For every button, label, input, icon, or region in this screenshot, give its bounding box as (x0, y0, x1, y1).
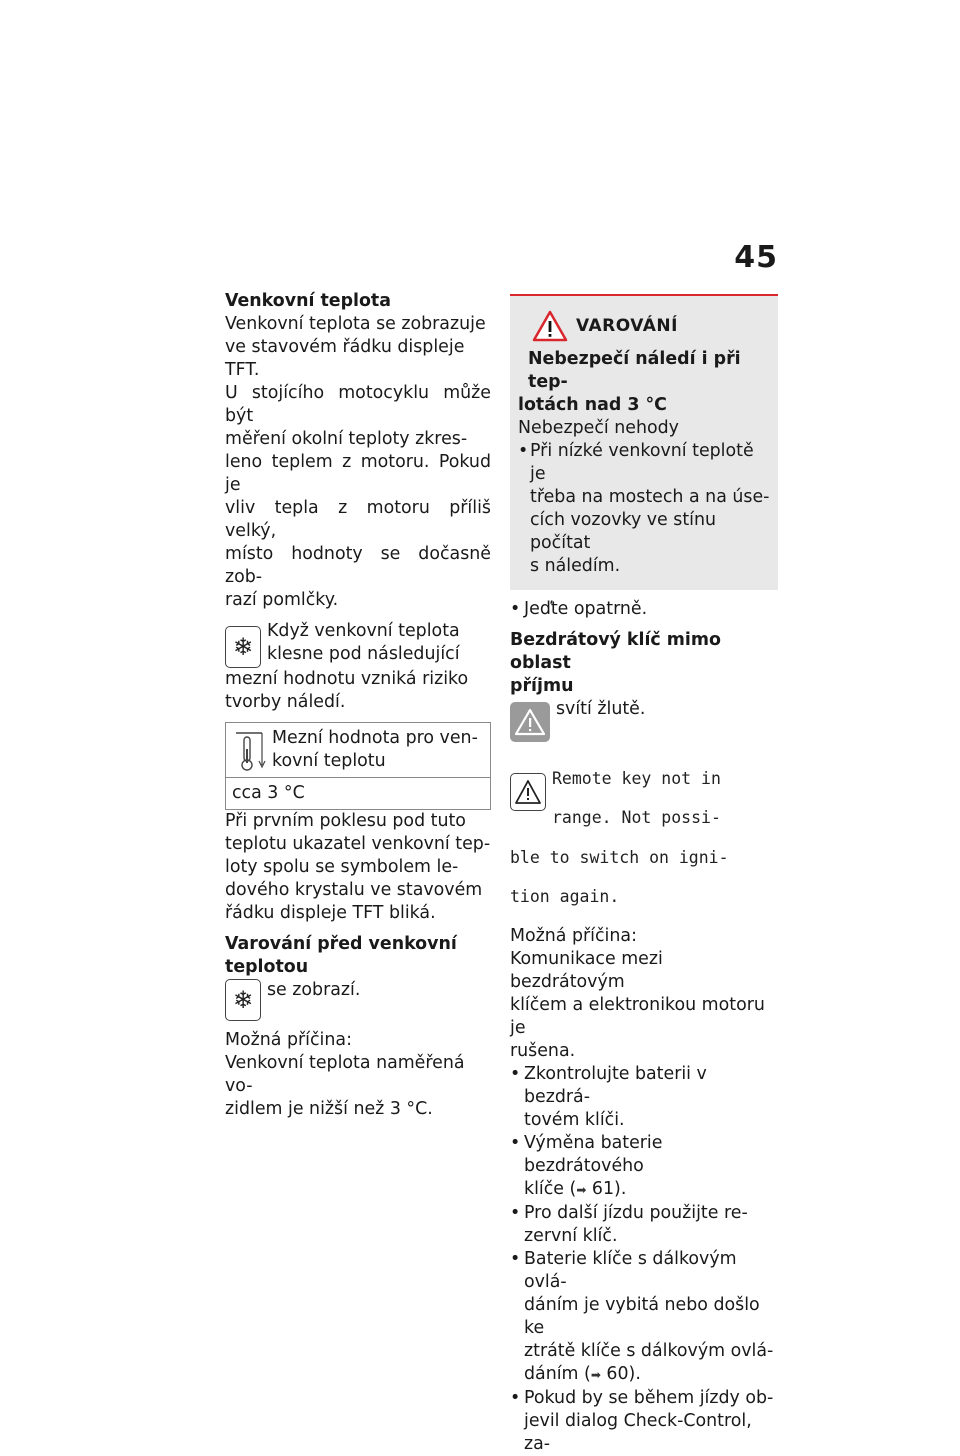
warning-bullet-line: • Při nízké venkovní teplotě je (518, 440, 770, 486)
warning-box (510, 294, 778, 590)
text-line: tvorby náledí. (225, 692, 346, 712)
indicator-text: svítí žlutě. (556, 699, 646, 719)
text-line: TFT. (225, 360, 260, 380)
section-heading-outside-temp: Venkovní teplota (225, 291, 391, 311)
message-line: tion again. (510, 887, 620, 906)
text-line: vliv tepla z motoru příliš velký, (225, 498, 491, 541)
bullet-line: • Zkontrolujte baterii v bezdrá- (510, 1063, 778, 1109)
warning-triangle-icon (510, 773, 546, 811)
limit-header-line: kovní teplotu (272, 751, 386, 771)
text-line: místo hodnoty se dočasně zob- (225, 544, 491, 587)
text-line: leno teplem z motoru. Pokud je (225, 452, 491, 495)
bullet-line: dáním je vybitá nebo došlo ke (524, 1294, 760, 1338)
text-line: Venkovní teplota se zobrazuje (225, 314, 486, 334)
warning-heading: lotách nad 3 °C (518, 395, 667, 415)
warning-bullet-line: cích vozovky ve stínu počítat (530, 510, 717, 553)
after-table-text (225, 810, 491, 925)
text-line: U stojícího motocyklu může být (225, 383, 491, 426)
text-line: Komunikace mezi bezdrátovým (510, 948, 663, 992)
limit-value-cell (226, 778, 491, 810)
message-line: ble to switch on igni- (510, 847, 729, 867)
drive-carefully: • Jeďte opatrně. (510, 598, 778, 621)
text-line: loty spolu se symbolem le- (225, 857, 459, 877)
text-line: ve stavovém řádku displeje (225, 337, 465, 357)
left-column (225, 290, 491, 1121)
indicator-text: se zobrazí. (267, 980, 361, 1000)
arrow-reference-icon: ➡ (576, 1182, 587, 1197)
bullet-line: • Pro další jízdu použijte re- (510, 1202, 778, 1225)
text-line: razí pomlčky. (225, 590, 339, 610)
bullet-line: zervní klíč. (524, 1225, 618, 1246)
warning-outside-indicator (225, 979, 491, 1021)
arrow-reference-icon: ➡ (590, 1367, 601, 1382)
bullet-line: • Baterie klíče s dálkovým ovlá- (510, 1248, 778, 1294)
message-line: Remote key not in (552, 768, 721, 788)
ice-note (225, 620, 491, 714)
warning-triangle-icon (532, 310, 568, 342)
limit-value: cca 3 °C (232, 783, 305, 803)
text-line: dového krystalu ve stavovém (225, 880, 483, 900)
keyless-indicator (510, 698, 778, 742)
limit-header-line: Mezní hodnota pro ven- (272, 728, 478, 748)
text-line: měření okolní teploty zkres- (225, 429, 468, 449)
cause-label: Možná příčina: (225, 1030, 352, 1050)
section-heading-warning-outside: Varování před venkovní (225, 934, 457, 954)
bullet-line: jevil dialog Check-Control, za- (524, 1410, 752, 1454)
text-line: rušena. (510, 1040, 576, 1061)
text-line: zidlem je nižší než 3 °C. (225, 1099, 433, 1119)
bullet-line: ztrátě klíče s dálkovým ovlá- (524, 1340, 774, 1361)
text-line: Když venkovní teplota (267, 621, 460, 641)
warning-heading: Nebezpečí náledí i při tep- (528, 349, 741, 392)
ice-crystal-icon: ❄ (225, 979, 261, 1021)
message-line: range. Not possi- (552, 808, 721, 827)
right-column (510, 294, 778, 1456)
warning-bullet-line: třeba na mostech a na úse- (530, 487, 770, 507)
warning-title: VAROVÁNÍ (576, 316, 678, 336)
thermometer-icon (232, 729, 266, 773)
cause-label: Možná příčina: (510, 925, 637, 946)
text-line: Při prvním poklesu pod tuto (225, 811, 466, 831)
section-heading-keyless: Bezdrátový klíč mimo oblast (510, 630, 721, 673)
text-line: klíčem a elektronikou motoru je (510, 994, 765, 1038)
limit-header-cell (226, 723, 491, 778)
text-line: mezní hodnotu vzniká riziko (225, 669, 469, 689)
keyless-message (510, 767, 778, 909)
page-ref-link[interactable]: 60). (606, 1363, 641, 1384)
ref-prefix: klíče ( (524, 1178, 577, 1199)
ref-prefix: dáním ( (524, 1363, 591, 1384)
page-number: 45 (734, 240, 778, 275)
text-line: klesne pod následující (267, 644, 460, 664)
bullet-ref-line (510, 1363, 778, 1387)
bullet-line: tovém klíči. (524, 1109, 625, 1130)
section-heading-keyless: příjmu (510, 676, 574, 696)
warning-bullet-line: s náledím. (530, 556, 621, 576)
bullet-line: • Pokud by se během jízdy ob- (510, 1387, 778, 1410)
page-ref-link[interactable]: 61). (591, 1178, 627, 1199)
outside-temp-text (225, 313, 491, 612)
bullet-ref-line (510, 1178, 778, 1202)
limit-value-table (225, 722, 491, 810)
ice-crystal-icon: ❄ (225, 626, 261, 668)
warning-subheading: Nebezpečí nehody (518, 418, 679, 438)
section-heading-warning-outside: teplotou (225, 957, 309, 977)
text-line: teplotu ukazatel venkovní tep- (225, 834, 491, 854)
text-line: Venkovní teplota naměřená vo- (225, 1053, 465, 1096)
bullet-line: • Výměna baterie bezdrátového (510, 1132, 778, 1178)
warning-header (518, 310, 770, 342)
yellow-warning-triangle-icon (510, 702, 550, 742)
text-line: řádku displeje TFT bliká. (225, 903, 436, 923)
